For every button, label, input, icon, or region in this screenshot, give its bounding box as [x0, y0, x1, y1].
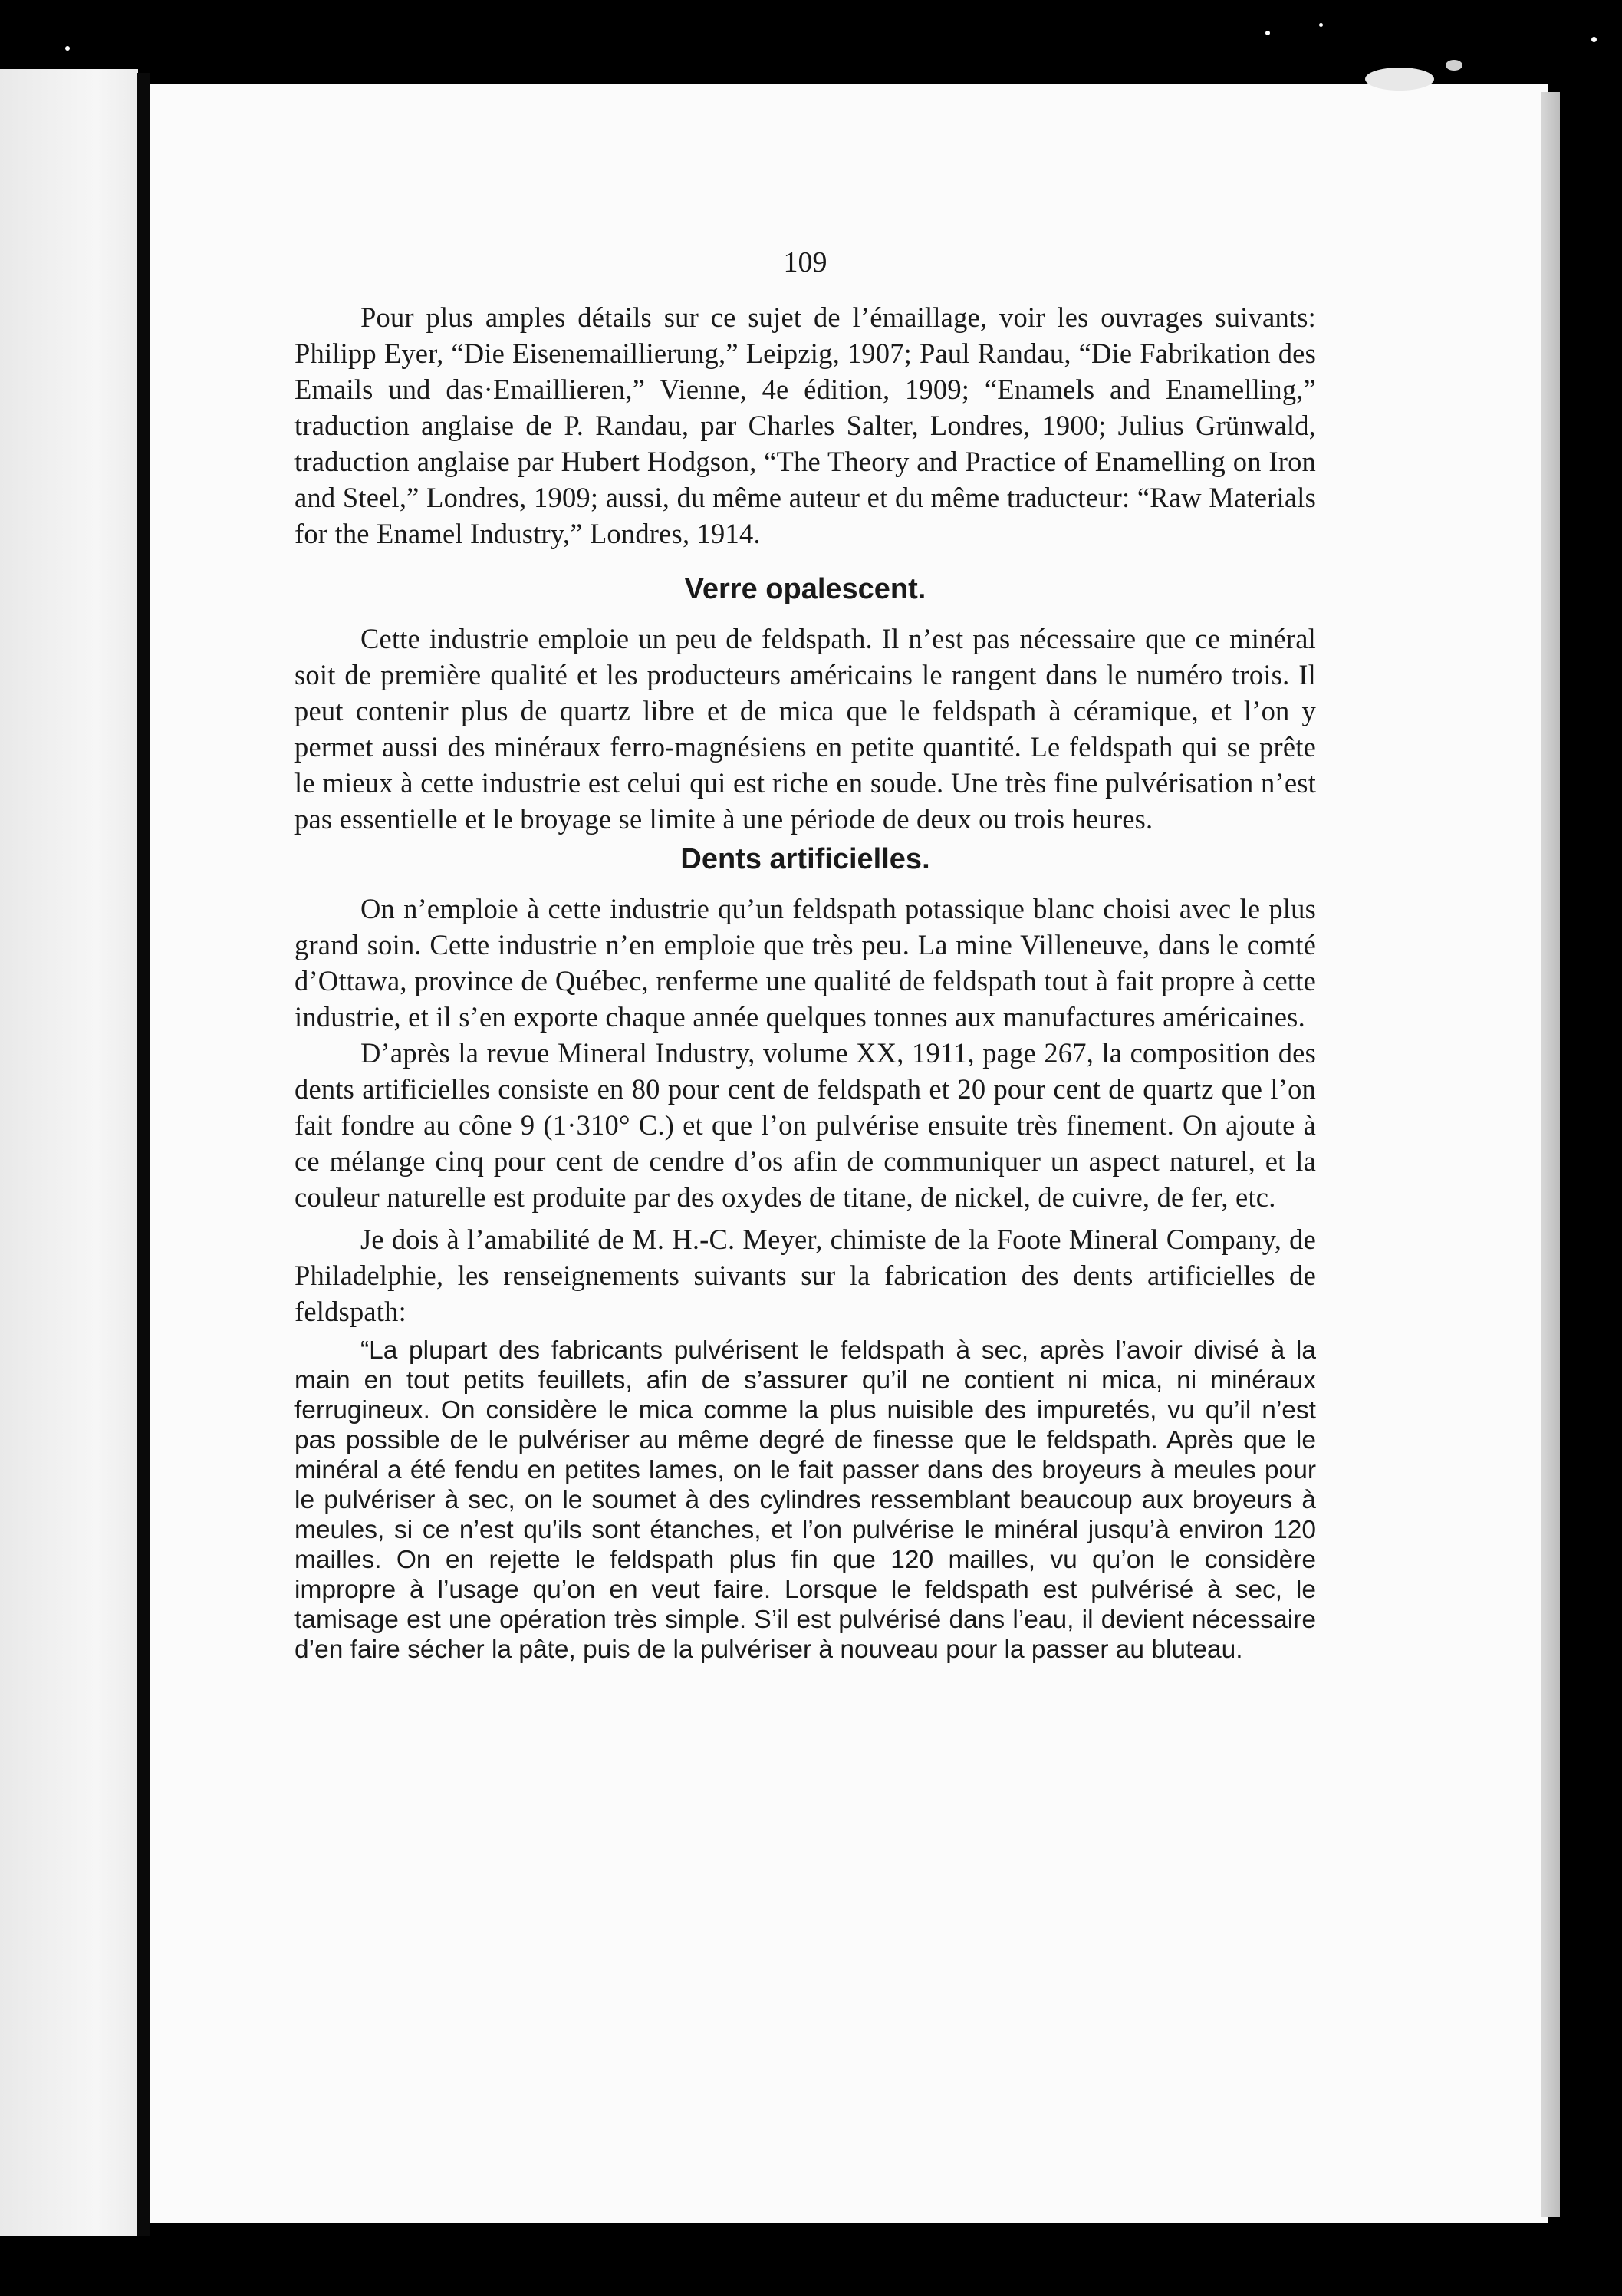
page-number: 109	[783, 246, 827, 278]
scan-speck	[1446, 60, 1462, 71]
paragraph-enamelling-references: Pour plus amples détails sur ce sujet de l’émaillage, voir les ouvrages suivants: Philipp Eyer, “Die Eisenemaillierung,” Leipzig, 1907; Paul Randau, “Die Fabrikation des Emails und das·Emaillieren,” Vienne, 4e édition, 1909; “Enamels and Enamelling,” traduction anglaise de P. Randau, par Charles Salter, Londres, 1900; Julius Grünwald, traduction anglaise par Hubert Hodgson, “The Theory and Practice of Enamelling on Iron and Steel,” Londres, 1909; aussi, du même auteur et du même traducteur: “Raw Materials for the Enamel Industry,” Londres, 1914.	[294, 301, 1316, 549]
adjacent-page-edge	[0, 69, 138, 2236]
quoted-process-description: “La plupart des fabricants pulvérisent le feldspath à sec, après l’avoir divisé à la main en tout petits feuillets, afin de s’assurer qu’il ne contient ni mica, ni minéraux ferrugineux. On considère le mica comme la plus nuisible des impuretés, vu qu’il n’est pas possible de le pulvériser au même degré de finesse que le feldspath. Après que le minéral a été fendu en petites lames, on le fait passer dans des broyeurs à meules pour le pulvériser à sec, on le soumet à des cylindres ressemblant beaucoup aux broyeurs à meules, si ce n’est qu’ils sont étanches, et l’on pulvérise le minéral jusqu’à environ 120 mailles. On en rejette le feldspath plus fin que 120 mailles, vu qu’on le considère impropre à l’usage qu’on en veut faire. Lorsque le feldspath est pulvérisé à sec, le tamisage est une opération très simple. S’il est pulvérisé dans l’eau, il devient nécessaire d’en faire sécher la pâte, puis de la pulvériser à nouveau pour la passer au bluteau.	[294, 1336, 1316, 1664]
section-heading-artificial-teeth: Dents artificielles.	[680, 843, 930, 875]
scan-speck	[1591, 37, 1597, 42]
paragraph-composition: D’après la revue Mineral Industry, volume XX, 1911, page 267, la composition des dents artificielles consiste en 80 pour cent de feldspath et 20 pour cent de quartz que l’on fait fondre au cône 9 (1·310° C.) et que l’on pulvérise ensuite très finement. On ajoute à ce mélange cinq pour cent de cendre d’os afin de communiquer un aspect naturel, et la couleur naturelle est produite par des oxydes de titane, de nickel, de cuivre, de fer, etc.	[294, 1037, 1316, 1213]
paragraph-meyer-acknowledgement: Je dois à l’amabilité de M. H.-C. Meyer, chimiste de la Foote Mineral Company, de Philadelphie, les renseignements suivants sur la fabrication des dents artificielles de feldspath:	[294, 1224, 1316, 1327]
book-gutter	[137, 73, 150, 2236]
scan-speck	[65, 46, 70, 51]
paragraph-villeneuve-mine: On n’emploie à cette industrie qu’un feldspath potassique blanc choisi avec le plus grand soin. Cette industrie n’en emploie que très peu. La mine Villeneuve, dans le comté d’Ottawa, province de Québec, renferme une qualité de feldspath tout à fait propre à cette industrie, et il s’en exporte chaque année quelques tonnes aux manufactures américaines.	[294, 893, 1316, 1033]
page-edge-shadow	[1541, 92, 1560, 2217]
paragraph-opalescent-glass: Cette industrie emploie un peu de feldspath. Il n’est pas nécessaire que ce minéral soit de première qualité et les producteurs américains le rangent dans le numéro trois. Il peut contenir plus de quartz libre et de mica que le feldspath à céramique, et l’on y permet aussi des minéraux ferro-magnésiens en petite quantité. Le feldspath qui se prête le mieux à cette industrie est celui qui est riche en soude. Une très fine pulvérisation n’est pas essentielle et le broyage se limite à une période de deux ou trois heures.	[294, 623, 1316, 835]
page-text-column	[294, 245, 1316, 1665]
scan-speck	[1319, 23, 1323, 27]
scan-speck	[1365, 68, 1434, 91]
scan-speck	[1265, 31, 1270, 35]
section-heading-opalescent-glass: Verre opalescent.	[684, 573, 926, 605]
